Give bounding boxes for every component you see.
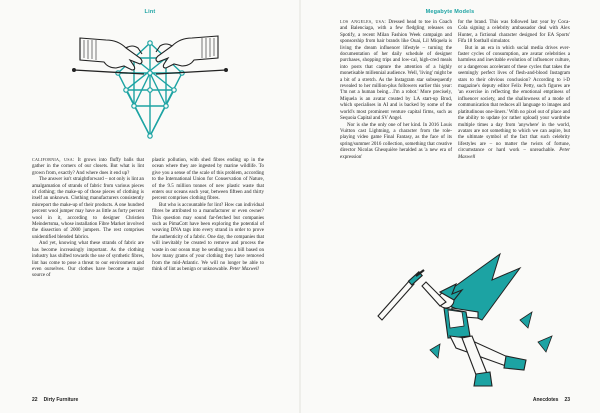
right-footer (533, 397, 570, 403)
paragraph: But who is accountable for lint? How can individual fibres be attributed to a manufacturer or even owner? This question may sound far-fetched but companies such as PimaCott have been exploring the potential of weaving DNA tags into every strand in order to prove the authenticity of a fabric. One day, the companies that will inevitably be created to remove and process the waste in our ocean may be sending you a bill based on how many grams of your clothing they have removed from the mid-Atlantic. We will no longer be able to think of lint as benign or unknowable. Peter Maxwell (152, 202, 264, 272)
article-column-1 (340, 20, 452, 161)
right-page (300, 0, 600, 413)
section-heading-lint: Lint (144, 9, 156, 15)
article-column-1 (32, 158, 144, 280)
dateline: california, usa: (32, 158, 75, 163)
paragraph: And yet, knowing what these strands of fabric are has become increasingly important. As the clothing industry has shifted towards the use of synthetic fibres, lint has come to pose a threat to our environment and even ourselves. Our clothes have become a major source of (32, 241, 144, 279)
sword-figure-illustration (370, 250, 570, 390)
byline: Peter Maxwell (229, 266, 259, 272)
knitting-hands-illustration (70, 18, 228, 143)
byline: Peter Maxwell (458, 148, 571, 160)
article-column-2 (458, 20, 570, 161)
section-title: Anecdotes (532, 397, 559, 403)
paragraph: california, usa: It grows into fluffy balls that gather in the corners of our closets. But what is lint grown from, exactly? And where does it end up? (32, 158, 144, 176)
page-number: 23 (564, 397, 570, 403)
left-footer (32, 397, 78, 403)
paragraph: plastic pollution, with shed fibres ending up in the ocean where they are ingested by marine wildlife. To give you a sense of the scale of this problem, according to the International Union for Conservation of Nature, of the 9.5 million tonnes of new plastic waste that enters our oceans each year, between fifteen and thirty percent comprises clothing fibres. (152, 158, 264, 202)
paragraph: los angeles, usa: Dressed head to toe in Coach and Balenciaga, with a few fledgling releases on Spotify, a recent Milan Fashion Week campaign and sponsorship from hair brands like Ouai, Lil Miquela is living the dream influencer lifestyle – turning the documentation of her daily schedule of designer purchases, shopping trips and low-cal, high-cred meals into posts that capture the attention of a highly monetisable millennial audience. Well, 'living' might be a bit of a stretch. As the Instagram star subsequently revealed to her million-plus followers earlier this year: 'I'm not a human being…I'm a robot.' More precisely, Miquela is an avatar created by LA start-up Brud, which specialises in AI and is backed by some of the world's most prominent venture capital firms, such as Sequoia Capital and SV Angel. (340, 20, 452, 122)
page-number: 22 (32, 397, 38, 403)
dateline: los angeles, usa: (340, 20, 387, 25)
magazine-title: Dirty Furniture (43, 397, 79, 403)
paragraph: for the brand. This was followed last year by Coca-Cola signing a celebrity ambassador deal with Alex Hunter, a fictional character designed for EA Sports' Fifa 18 football simulator. (458, 20, 570, 45)
section-heading-megabyte-models: Megabyte Models (425, 9, 475, 15)
paragraph: Nor is she the only one of her kind. In 2016 Louis Vuitton cast Lightning, a character from the role-playing video game Final Fantasy, as the face of its spring/summer 2016 collection, something that creative director Nicolas Ghesquière heralded as 'a new era of expression' (340, 122, 452, 160)
article-column-2 (152, 158, 264, 273)
paragraph: The answer isn't straightforward – not only is lint an amalgamation of strands of fabric from various pieces of clothing; the make-up of those pieces of clothing is itself an unknown. Clothing manufacturers consistently misreport the make-up of their products. A one hundred percent wool jumper may have as little as forty percent wool in it, according to designer Christien Meindertsma, whose installation Fibre Market involved the dissection of 2000 jumpers. The rest comprises unidentified blended fabrics. (32, 177, 144, 240)
paragraph: But in an era in which social media drives ever-faster cycles of consumption, are avatar celebrities a harmless and inevitable evolution of influencer culture, or a dangerous accelerant of these cycles that takes the seemingly perfect lives of flesh-and-blood Instagram stars to their obvious conclusion? According to i-D magazine's deputy editor Felix Petty, such figures are 'an exercise in reflecting the emotional emptiness of influencer society, and the shallowness of a mode of communication that reduces all language to images and platitudinous one-liners.' With no pixel out of place and the ability to update (or rather upload) your wardrobe multiple times a day from 'anywhere' in the world, avatars are not something to which we can aspire, but the ultimate symbol of the fact that such celebrity lifestyles are – no matter the twists of fortune, circumstance or hard work – unreachable. Peter Maxwell (458, 45, 571, 160)
